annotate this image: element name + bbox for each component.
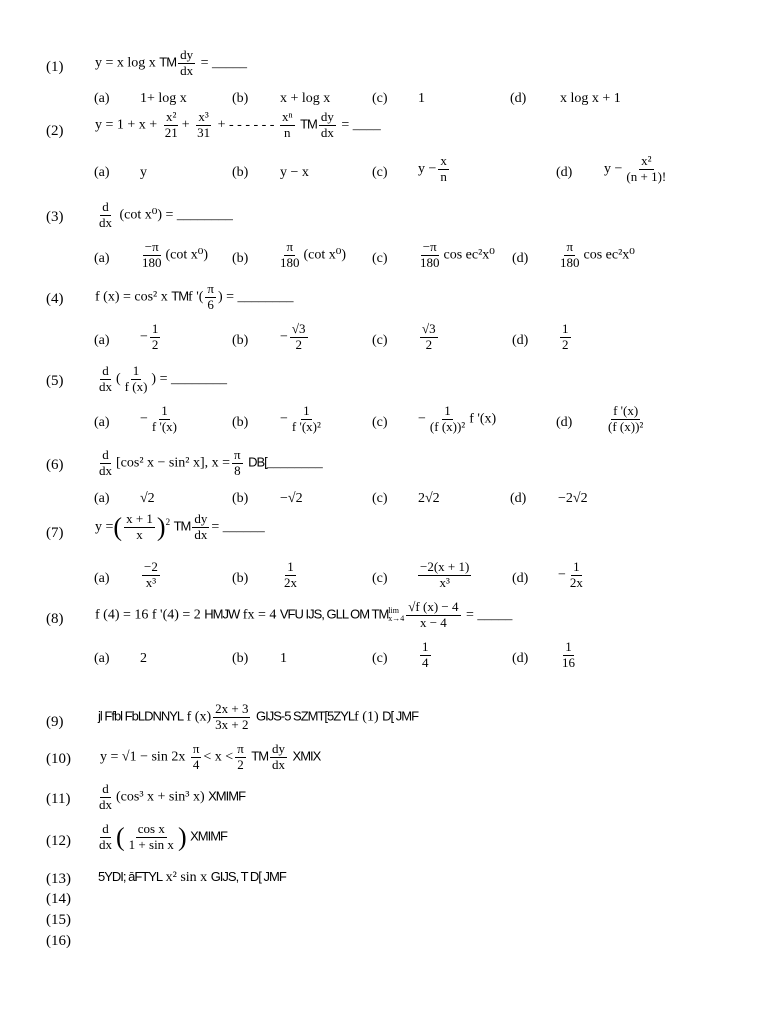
num: 1: [562, 321, 569, 336]
den: 2: [562, 336, 569, 352]
q6-number: (6): [46, 457, 64, 473]
q4-mid: f '(: [188, 289, 204, 305]
term: (cot x⁰): [303, 247, 347, 263]
den: x³: [145, 574, 157, 590]
num: π: [286, 239, 294, 254]
q13-text-2: GIJS, T D[ JMF: [210, 869, 286, 884]
q2-dashes: + - - - - - -: [217, 117, 275, 133]
option-c-label: (c): [372, 333, 388, 348]
sign: −: [558, 567, 566, 583]
den: 2x: [569, 574, 583, 590]
q10-text-2: XMIX: [292, 748, 321, 764]
q8-blank: = _____: [466, 607, 513, 623]
option-b: [276, 240, 346, 271]
num: −2: [144, 559, 158, 574]
q12-stem: $\frac{d}{dx}$ ( $\frac{\text{cos x}}{\text{1 + sin x}}$ ) XMIMF: [99, 821, 227, 852]
option-a-label: (a): [94, 651, 110, 666]
den: f '(x): [151, 418, 177, 434]
sign: −: [140, 411, 148, 427]
option-b-label: (b): [232, 91, 249, 106]
q2-options: [94, 154, 734, 194]
q4-blank: ) = ________: [217, 289, 294, 305]
q7-lhs: y =: [95, 519, 114, 535]
option-d: [558, 322, 573, 353]
q12-number: (12): [46, 833, 71, 849]
num: 1: [444, 403, 451, 418]
q16-number: (16): [46, 933, 71, 949]
den: 8: [234, 462, 241, 478]
option-b: x + log x: [280, 91, 331, 106]
option-b: y − x: [280, 165, 309, 180]
num: x³: [198, 109, 209, 124]
q7-number: (7): [46, 525, 64, 541]
option-b: −√2: [280, 491, 303, 506]
option-c: 1: [418, 91, 425, 106]
option-a: [140, 322, 162, 353]
den: 4: [192, 756, 200, 772]
q7-text: TM: [173, 518, 191, 534]
q2-blank: = ____: [341, 117, 381, 133]
option-b: [280, 404, 325, 435]
option-a: √2: [140, 491, 155, 506]
q7-stem: y =( $\frac{x + 1}{x}$ )$^2$ TM $\frac{dy}{dx}$ = ______: [95, 511, 265, 542]
num: x + 1: [126, 511, 153, 526]
d: d: [102, 821, 109, 836]
den: 180: [280, 254, 300, 270]
num: 1: [151, 321, 159, 336]
option-a-label: (a): [94, 415, 110, 430]
d: d: [102, 447, 109, 462]
num: √3: [422, 321, 436, 336]
den: 2: [151, 336, 159, 352]
q13-expr: x² sin x: [165, 870, 208, 885]
sign: −: [280, 411, 288, 427]
option-b-label: (b): [232, 251, 249, 266]
option-d-label: (d): [512, 651, 529, 666]
den: (f (x))²: [429, 418, 466, 434]
option-b-label: (b): [232, 333, 249, 348]
q13-number: (13): [46, 871, 71, 887]
option-c: 2√2: [418, 491, 440, 506]
option-b-label: (b): [232, 415, 249, 430]
num: 2x + 3: [215, 701, 249, 716]
den: 2: [425, 336, 433, 352]
option-a-label: (a): [94, 491, 110, 506]
num: π: [192, 741, 200, 756]
den: 4: [422, 654, 429, 670]
term: cos ec²x⁰: [443, 247, 495, 263]
den: 180: [560, 254, 580, 270]
lim-sub: x→4: [388, 614, 405, 624]
den: n: [440, 168, 447, 184]
q15-number: (15): [46, 912, 71, 928]
q8-text: HMJW: [204, 606, 240, 622]
sign: −: [418, 411, 426, 427]
q4-lhs: f (x) = cos² x: [95, 289, 168, 305]
option-b: 1: [280, 651, 287, 666]
num: √f (x) − 4: [408, 599, 459, 614]
d: d: [102, 199, 109, 214]
lim: lim: [388, 606, 399, 616]
dx: dx: [320, 124, 334, 140]
num: x²: [165, 109, 177, 124]
option-d-label: (d): [512, 333, 529, 348]
den: 6: [207, 296, 214, 312]
option-c-label: (c): [372, 415, 388, 430]
dx: dx: [99, 462, 112, 478]
q5-blank: ) = ________: [151, 371, 227, 387]
q4-text: TM: [171, 288, 189, 304]
den: 180: [420, 254, 440, 270]
option-c-label: (c): [372, 251, 388, 266]
q11-expr: (cos³ x + sin³ x): [116, 789, 205, 805]
dx: dx: [99, 378, 112, 394]
den: 16: [562, 654, 575, 670]
dx: dx: [99, 214, 112, 230]
option-d: [604, 404, 647, 435]
q9-fx: f (x): [186, 709, 212, 725]
option-d-label: (d): [512, 571, 529, 586]
q8-lhs: f (4) = 16 f '(4) = 2: [95, 607, 201, 623]
term: y −: [604, 161, 623, 177]
q6-blank: ________: [266, 455, 323, 471]
q10-stem: [100, 742, 320, 773]
q1-text: TM: [159, 54, 177, 70]
num: 1: [573, 559, 580, 574]
q13-text: 5YDI; āFTYL: [98, 869, 163, 884]
q8-number: (8): [46, 611, 64, 627]
q7-blank: = ______: [211, 519, 265, 535]
q9-f1: f (1): [354, 709, 379, 725]
dx: dx: [194, 526, 208, 542]
q10-mid: < x <: [203, 749, 234, 765]
num: π: [566, 239, 574, 254]
q9-text: jl Ffbl FbLDNNYL: [98, 708, 184, 724]
dy: dy: [180, 47, 194, 62]
option-a: 1+ log x: [140, 91, 187, 106]
option-c-label: (c): [372, 571, 388, 586]
option-a: y: [140, 165, 147, 180]
q8-stem: [95, 600, 512, 631]
option-d: [558, 640, 579, 671]
dx: dx: [99, 836, 112, 852]
num: π: [207, 281, 214, 296]
d: d: [102, 363, 109, 378]
q6-expr: cos² x − sin² x: [120, 455, 200, 471]
den: f '(x)²: [291, 418, 321, 434]
option-a-label: (a): [94, 91, 110, 106]
option-c-label: (c): [372, 491, 388, 506]
q2-number: (2): [46, 123, 64, 139]
den: (f (x))²: [608, 418, 644, 434]
option-c: [418, 404, 496, 435]
q14-number: (14): [46, 891, 71, 907]
q9-text-3: D[ JMF: [382, 708, 419, 724]
dx: dx: [272, 756, 286, 772]
den: f (x): [124, 378, 148, 394]
option-a-label: (a): [94, 333, 110, 348]
den: 3x + 2: [215, 716, 249, 732]
den: 1 + sin x: [128, 836, 174, 852]
sign: −: [140, 329, 148, 345]
den: 180: [142, 254, 162, 270]
term: (cot x⁰): [165, 247, 209, 263]
option-b-label: (b): [232, 165, 249, 180]
option-c: [416, 240, 495, 271]
option-d-label: (d): [556, 415, 573, 430]
num: 1: [565, 639, 572, 654]
q1-stem: [95, 48, 247, 79]
option-c-label: (c): [372, 91, 388, 106]
dx: dx: [99, 796, 112, 812]
q4-stem: [95, 282, 294, 313]
dy: dy: [194, 511, 208, 526]
q9-text-2: GIJS-5 SZMT[5ZYL: [255, 708, 355, 724]
num: f '(x): [613, 403, 639, 418]
den: x: [136, 526, 143, 542]
den: x − 4: [419, 614, 447, 630]
q5-stem: $\frac{d}{dx}$ ( $\frac{1}{f (x)}$ ) = ________: [99, 363, 227, 394]
q3-expr: (cot x⁰) = ________: [119, 207, 233, 223]
den: 2: [295, 336, 302, 352]
option-c-label: (c): [372, 165, 388, 180]
option-c: [416, 560, 473, 591]
num: 1: [303, 403, 310, 418]
dx: dx: [180, 62, 194, 78]
q5-options: [94, 404, 734, 444]
option-d: [556, 240, 635, 271]
option-a-label: (a): [94, 251, 110, 266]
q3-options: [94, 240, 734, 280]
option-a: [140, 560, 162, 591]
q1-blank: = _____: [200, 55, 247, 71]
option-b-label: (b): [232, 571, 249, 586]
num: xⁿ: [281, 109, 293, 124]
option-b-label: (b): [232, 491, 249, 506]
q9-stem: [98, 702, 418, 733]
option-b: [280, 322, 310, 353]
q4-number: (4): [46, 291, 64, 307]
q6-stem: $\frac{d}{dx}$ [cos² x − sin² x], x = $\frac{\pi}{8}$ DB[________: [99, 447, 323, 478]
q10-text: TM: [251, 748, 269, 764]
q5-number: (5): [46, 373, 64, 389]
num: −π: [422, 239, 437, 254]
den: n: [284, 124, 291, 140]
q8-text-2: VFU IJS, GLL OM TM: [279, 606, 389, 622]
option-d-label: (d): [510, 91, 527, 106]
q8-options: [94, 640, 734, 680]
exponent: 2: [165, 517, 171, 527]
q12-text: XMIMF: [190, 828, 227, 844]
option-d: [558, 560, 587, 591]
option-b-label: (b): [232, 651, 249, 666]
den: 21: [164, 124, 178, 140]
q3-number: (3): [46, 209, 64, 225]
q11-text: XMIMF: [208, 788, 246, 804]
den: x³: [439, 574, 450, 590]
num: −π: [144, 239, 159, 254]
option-a-label: (a): [94, 571, 110, 586]
q7-options: [94, 560, 734, 600]
q1-lhs: y = x log x: [95, 55, 156, 71]
option-d: −2√2: [558, 491, 588, 506]
q8-mid: fx = 4: [242, 607, 277, 623]
option-d-label: (d): [510, 491, 527, 506]
sign: −: [280, 329, 288, 345]
q2-lhs: y = 1 + x +: [95, 117, 158, 133]
num: −2(x + 1): [420, 559, 470, 574]
q10-number: (10): [46, 751, 71, 767]
den: 31: [197, 124, 211, 140]
option-d: [604, 154, 670, 185]
q6-text: DB[: [248, 454, 267, 470]
option-a-label: (a): [94, 165, 110, 180]
option-a: [138, 240, 208, 271]
num: π: [234, 447, 241, 462]
num: π: [237, 741, 244, 756]
q9-number: (9): [46, 714, 64, 730]
option-a: [140, 404, 181, 435]
den: 2x: [284, 574, 297, 590]
option-d: x log x + 1: [560, 91, 621, 106]
term: y −: [418, 161, 437, 177]
num: x: [440, 153, 447, 168]
dy: dy: [272, 741, 286, 756]
q1-number: (1): [46, 59, 64, 75]
dy: dy: [320, 109, 334, 124]
option-c: [418, 640, 433, 671]
q6-cond: , x =: [204, 455, 231, 471]
num: 1: [161, 403, 168, 418]
num: 1: [132, 363, 140, 378]
num: 1: [422, 639, 429, 654]
q4-options: [94, 322, 734, 362]
term: f '(x): [469, 411, 497, 427]
den: 2: [237, 756, 244, 772]
num: x²: [641, 153, 652, 168]
option-c-label: (c): [372, 651, 388, 666]
q2-stem: y = 1 + x + $\frac{\text{x²}}{21}$ + $\frac{\text{x³}}{31}$ + - - - - - - $\frac{\text{xⁿ}}{n}$ TM $\frac{dy}{dx}$ = ____: [95, 109, 381, 140]
option-d-label: (d): [512, 251, 529, 266]
option-a: 2: [140, 651, 147, 666]
num: 1: [287, 559, 294, 574]
den: (n + 1)!: [626, 168, 667, 184]
num: cos x: [137, 821, 165, 836]
d: d: [102, 781, 109, 796]
q11-number: (11): [46, 791, 71, 807]
q2-text: TM: [300, 116, 317, 132]
num: √3: [291, 321, 306, 336]
q10-lhs: y = √1 − sin 2x: [100, 749, 186, 765]
option-d-label: (d): [556, 165, 573, 180]
option-c: [418, 322, 440, 353]
term: cos ec²x⁰: [583, 247, 635, 263]
option-b: [280, 560, 301, 591]
q13-stem: [98, 870, 286, 885]
q11-stem: [95, 782, 245, 813]
option-c: [418, 154, 451, 185]
q3-stem: [95, 200, 233, 231]
